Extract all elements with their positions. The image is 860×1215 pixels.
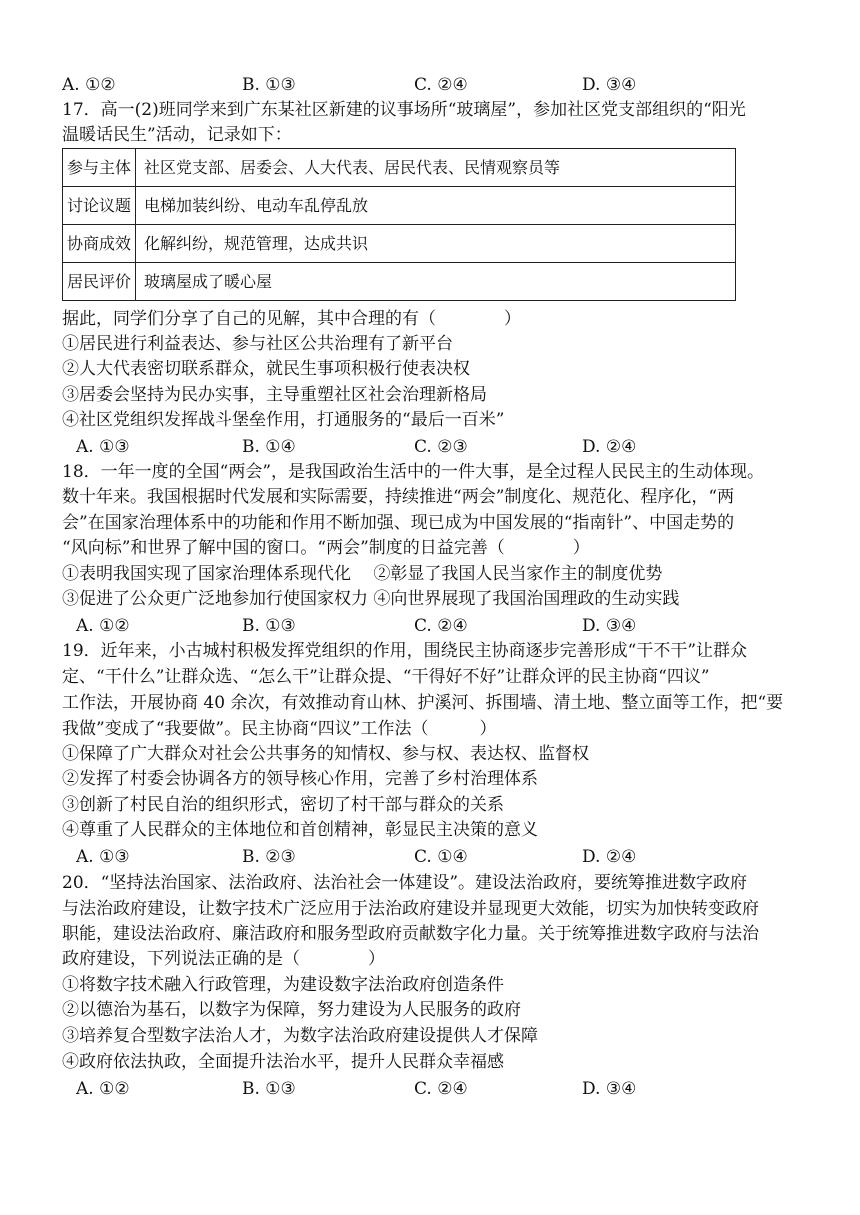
- option-c[interactable]: C. ②④: [414, 616, 468, 636]
- q18-options: [62, 615, 802, 637]
- q17-stem-line2: 温暖话民生”活动，记录如下：: [62, 125, 292, 145]
- q19-item-3: ③创新了村民自治的组织形式，密切了村干部与群众的关系: [62, 795, 504, 815]
- table-row: [63, 187, 736, 225]
- table-key: 居民评价: [63, 263, 136, 301]
- option-c[interactable]: C. ②④: [414, 75, 468, 95]
- table-value: 玻璃屋成了暖心屋: [136, 263, 736, 301]
- option-c[interactable]: C. ②③: [414, 437, 468, 457]
- table-value: 电梯加装纠纷、电动车乱停乱放: [136, 187, 736, 225]
- q18-line-2: 数十年来。我国根据时代发展和实际需要，持续推进“两会”制度化、规范化、程序化，“两: [62, 487, 735, 507]
- table-key: 协商成效: [63, 225, 136, 263]
- q17-item-4: ④社区党组织发挥战斗堡垒作用，打通服务的“最后一百米”: [62, 410, 505, 430]
- q18-line-3: 会”在国家治理体系中的功能和作用不断加强、现已成为中国发展的“指南针”、中国走势的: [62, 513, 735, 533]
- q19-line-1: 19．近年来，小古城村积极发挥党组织的作用，围绕民主协商逐步完善形成“干不干”让群众: [62, 641, 748, 661]
- q19-line-2: 定、“干什么”让群众选、“怎么干”让群众提、“干得好不好”让群众评的民主协商“四议”: [62, 667, 710, 687]
- option-a[interactable]: A. ①③: [76, 847, 130, 867]
- q20-line-2: 与法治政府建设，让数字技术广泛应用于法治政府建设并显现更大效能，切实为加快转变政府: [62, 899, 759, 919]
- option-b[interactable]: B. ①③: [242, 1079, 296, 1099]
- option-d[interactable]: D. ②④: [582, 847, 637, 867]
- table-row: [63, 263, 736, 301]
- q20-item-2: ②以德治为基石，以数字为保障，努力建设为人民服务的政府: [62, 1000, 521, 1020]
- q19-item-1: ①保障了广大群众对社会公共事务的知情权、参与权、表达权、监督权: [62, 744, 589, 764]
- option-b[interactable]: B. ①③: [242, 75, 296, 95]
- q20-item-3: ③培养复合型数字法治人才，为数字法治政府建设提供人才保障: [62, 1026, 538, 1046]
- table-key: 参与主体: [63, 149, 136, 187]
- q20-line-1: 20．“坚持法治国家、法治政府、法治社会一体建设”。建设法治政府，要统筹推进数字政府: [62, 873, 748, 893]
- table-value: 化解纠纷，规范管理，达成共识: [136, 225, 736, 263]
- option-b[interactable]: B. ①④: [242, 437, 296, 457]
- option-a[interactable]: A. ①③: [76, 437, 130, 457]
- option-c[interactable]: C. ①④: [414, 847, 468, 867]
- q17-record-table: [62, 148, 736, 301]
- option-d[interactable]: D. ③④: [582, 75, 637, 95]
- q19-line-3: 工作法，开展协商 40 余次，有效推动育山林、护溪河、拆围墙、清土地、整立面等工作，把“要: [62, 693, 784, 713]
- option-c[interactable]: C. ②④: [414, 1079, 468, 1099]
- q20-item-1: ①将数字技术融入行政管理，为建设数字法治政府创造条件: [62, 975, 504, 995]
- option-b[interactable]: B. ①③: [242, 616, 296, 636]
- q18-line-4: “风向标”和世界了解中国的窗口。“两会”制度的日益完善（ ）: [62, 538, 590, 558]
- q19-options: [62, 846, 802, 868]
- option-a[interactable]: A. ①②: [76, 1079, 130, 1099]
- table-key: 讨论议题: [63, 187, 136, 225]
- q17-stem-line1: 17．高一(2)班同学来到广东某社区新建的议事场所“玻璃屋”，参加社区党支部组织的“阳光: [62, 100, 746, 120]
- q20-line-3: 职能，建设法治政府、廉洁政府和服务型政府贡献数字化力量。关于统筹推进数字政府与法治: [62, 924, 759, 944]
- option-b[interactable]: B. ②③: [242, 847, 296, 867]
- option-a[interactable]: A. ①②: [76, 616, 130, 636]
- q17-options: [62, 436, 802, 458]
- q18-item-row-1: ①表明我国实现了国家治理体系现代化 ②彰显了我国人民当家作主的制度优势: [62, 564, 663, 584]
- q18-line-1: 18．一年一度的全国“两会”，是我国政治生活中的一件大事，是全过程人民民主的生动体现。: [62, 462, 765, 482]
- q19-line-4: 我做”变成了“我要做”。民主协商“四议”工作法（ ）: [62, 719, 497, 739]
- q20-item-4: ④政府依法执政，全面提升法治水平，提升人民群众幸福感: [62, 1052, 504, 1072]
- q17-item-3: ③居委会坚持为民办实事，主导重塑社区社会治理新格局: [62, 385, 487, 405]
- q17-question: 据此，同学们分享了自己的见解，其中合理的有（ ）: [62, 309, 521, 329]
- q19-item-2: ②发挥了村委会协调各方的领导核心作用，完善了乡村治理体系: [62, 769, 538, 789]
- q16-options: [62, 74, 802, 96]
- option-d[interactable]: D. ③④: [582, 616, 637, 636]
- table-value: 社区党支部、居委会、人大代表、居民代表、民情观察员等: [136, 149, 736, 187]
- option-a[interactable]: A. ①②: [62, 75, 116, 95]
- table-row: [63, 149, 736, 187]
- q17-item-2: ②人大代表密切联系群众，就民生事项积极行使表决权: [62, 359, 470, 379]
- q19-item-4: ④尊重了人民群众的主体地位和首创精神，彰显民主决策的意义: [62, 820, 538, 840]
- q20-line-4: 政府建设，下列说法正确的是（ ）: [62, 949, 385, 969]
- table-row: [63, 225, 736, 263]
- q18-item-row-2: ③促进了公众更广泛地参加行使国家权力 ④向世界展现了我国治国理政的生动实践: [62, 589, 680, 609]
- option-d[interactable]: D. ③④: [582, 1079, 637, 1099]
- q17-item-1: ①居民进行利益表达、参与社区公共治理有了新平台: [62, 334, 453, 354]
- option-d[interactable]: D. ②④: [582, 437, 637, 457]
- q20-options: [62, 1078, 802, 1100]
